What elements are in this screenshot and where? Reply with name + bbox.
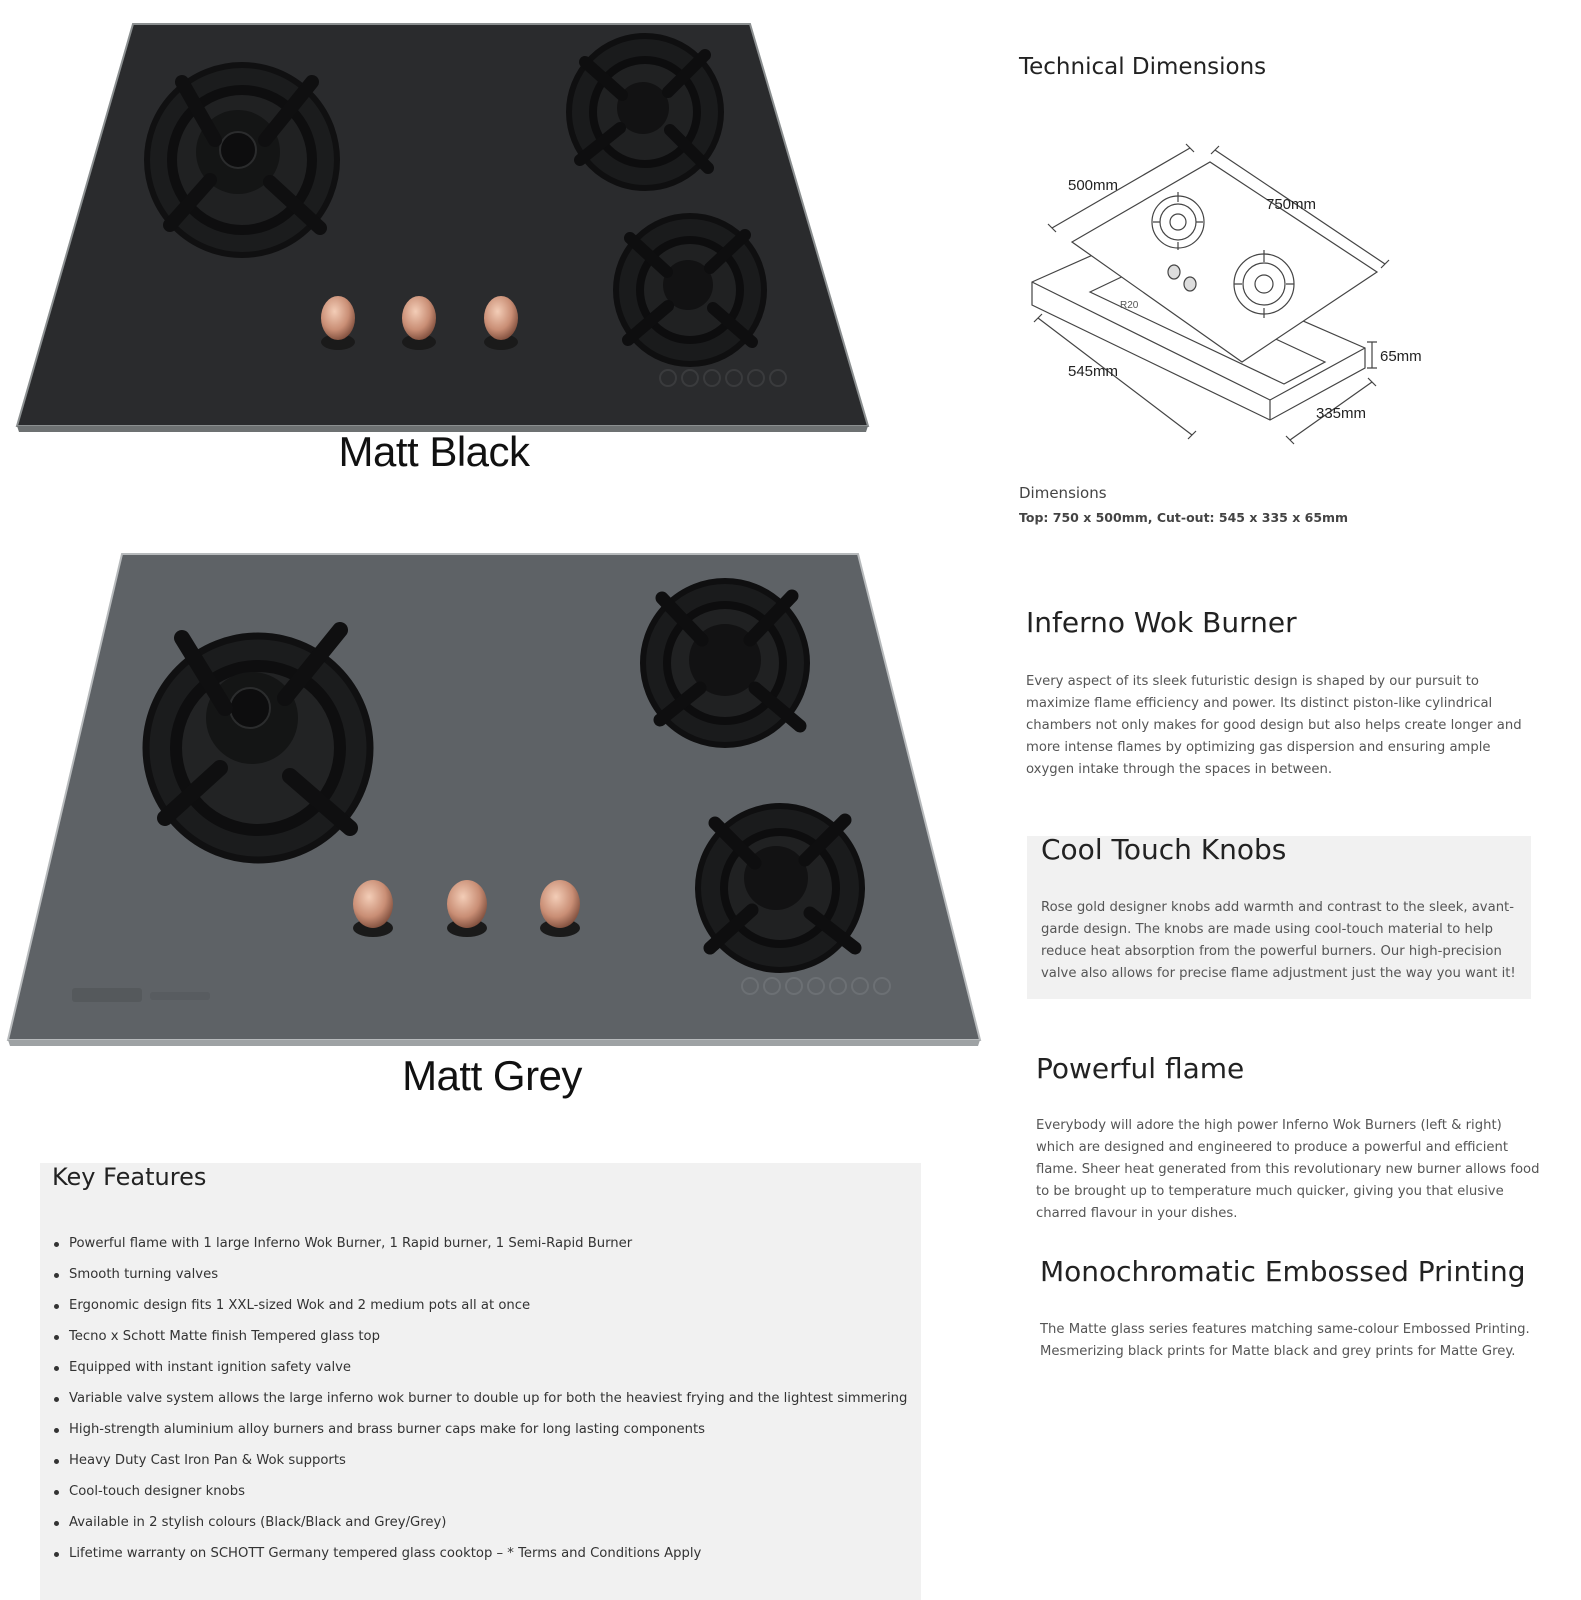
- dimensions-value: Top: 750 x 500mm, Cut-out: 545 x 335 x 65mm: [1019, 510, 1349, 525]
- paragraph-line: charred flavour in your dishes.: [1036, 1206, 1238, 1221]
- burner-rapid-icon: [569, 36, 721, 188]
- paragraph-line: The Matte glass series features matching same-colour Embossed Printing.: [1040, 1322, 1530, 1337]
- paragraph-line: chambers not only makes for good design but also helps create longer and: [1026, 718, 1522, 733]
- paragraph-line: maximize flame efficiency and power. Its distinct piston-like cylindrical: [1026, 696, 1493, 711]
- flame-title: Powerful flame: [1036, 1052, 1245, 1085]
- feature-item: High-strength aluminium alloy burners and brass burner caps make for long lasting components: [53, 1419, 913, 1450]
- feature-item: Powerful flame with 1 large Inferno Wok Burner, 1 Rapid burner, 1 Semi-Rapid Burner: [53, 1233, 913, 1264]
- paragraph-line: Every aspect of its sleek futuristic design is shaped by our pursuit to: [1026, 674, 1479, 689]
- inferno-description: [1026, 671, 1546, 781]
- knobs-description: [1041, 897, 1526, 985]
- knob-icon: [353, 880, 393, 937]
- paragraph-line: oxygen intake through the spaces in between.: [1026, 762, 1333, 777]
- paragraph-line: Mesmerizing black prints for Matte black and grey prints for Matte Grey.: [1040, 1344, 1516, 1359]
- product-image-matt-black: [0, 0, 900, 440]
- feature-item: Tecno x Schott Matte finish Tempered glass top: [53, 1326, 913, 1357]
- paragraph-line: garde design. The knobs are made using cool-touch material to help: [1041, 922, 1493, 937]
- burner-semi-rapid-icon: [616, 216, 764, 364]
- dimension-width-label: 500mm: [1068, 177, 1119, 194]
- feature-item: Equipped with instant ignition safety valve: [53, 1357, 913, 1388]
- embossed-logo-icon: [72, 988, 142, 1002]
- paragraph-line: valve also allows for precise flame adjustment just the way you want it!: [1041, 966, 1516, 981]
- feature-item: Smooth turning valves: [53, 1264, 913, 1295]
- knob-icon: [484, 296, 518, 350]
- printing-description: [1040, 1319, 1570, 1363]
- dimension-diagram: [1020, 130, 1450, 460]
- knob-icon: [321, 296, 355, 350]
- feature-item: Variable valve system allows the large inferno wok burner to double up for both the heaviest frying and the lightest simmering: [53, 1388, 913, 1419]
- flame-description: [1036, 1115, 1576, 1225]
- dimension-cutout-width-label: 335mm: [1316, 405, 1367, 422]
- printing-title: Monochromatic Embossed Printing: [1040, 1255, 1526, 1288]
- paragraph-line: Everybody will adore the high power Inferno Wok Burners (left & right): [1036, 1118, 1502, 1133]
- inferno-title: Inferno Wok Burner: [1026, 606, 1297, 639]
- burner-wok-icon: [147, 65, 337, 255]
- product-image-matt-grey: [0, 548, 990, 1058]
- paragraph-line: Rose gold designer knobs add warmth and contrast to the sleek, avant-: [1041, 900, 1514, 915]
- burner-semi-rapid-icon: [698, 806, 862, 970]
- variant-label: Matt Grey: [402, 1052, 582, 1099]
- dimension-length-label: 750mm: [1266, 196, 1317, 213]
- feature-item: Ergonomic design fits 1 XXL-sized Wok and 2 medium pots all at once: [53, 1295, 913, 1326]
- feature-item: Lifetime warranty on SCHOTT Germany tempered glass cooktop – * Terms and Conditions Apply: [53, 1543, 913, 1574]
- knob-icon: [540, 880, 580, 937]
- burner-rapid-icon: [643, 581, 807, 745]
- dimension-diagram-svg: [1020, 130, 1450, 460]
- hob-black-illustration: [0, 0, 900, 440]
- key-features-list: [53, 1233, 913, 1574]
- knob-icon: [447, 880, 487, 937]
- knob-icon: [402, 296, 436, 350]
- feature-item: Heavy Duty Cast Iron Pan & Wok supports: [53, 1450, 913, 1481]
- key-features-title: Key Features: [52, 1163, 207, 1191]
- paragraph-line: more intense flames by optimizing gas dispersion and ensuring ample: [1026, 740, 1491, 755]
- dimension-height-label: 65mm: [1380, 348, 1422, 365]
- paragraph-line: flame. Sheer heat generated from this revolutionary new burner allows food: [1036, 1162, 1540, 1177]
- hob-grey-illustration: [0, 548, 990, 1058]
- feature-item: Available in 2 stylish colours (Black/Black and Grey/Grey): [53, 1512, 913, 1543]
- technical-dimensions-title: Technical Dimensions: [1019, 54, 1267, 80]
- paragraph-line: to be brought up to temperature much quicker, giving you that elusive: [1036, 1184, 1504, 1199]
- burner-wok-icon: [146, 630, 370, 860]
- dimension-radius-label: R20: [1120, 300, 1139, 311]
- paragraph-line: which are designed and engineered to produce a powerful and efficient: [1036, 1140, 1509, 1155]
- dimensions-label: Dimensions: [1019, 484, 1107, 502]
- dimension-cutout-depth-label: 545mm: [1068, 363, 1119, 380]
- key-features-panel: [40, 1163, 921, 1600]
- knobs-title: Cool Touch Knobs: [1041, 833, 1287, 866]
- paragraph-line: reduce heat absorption from the powerful burners. Our high-precision: [1041, 944, 1502, 959]
- feature-item: Cool-touch designer knobs: [53, 1481, 913, 1512]
- variant-label: Matt Black: [338, 428, 530, 475]
